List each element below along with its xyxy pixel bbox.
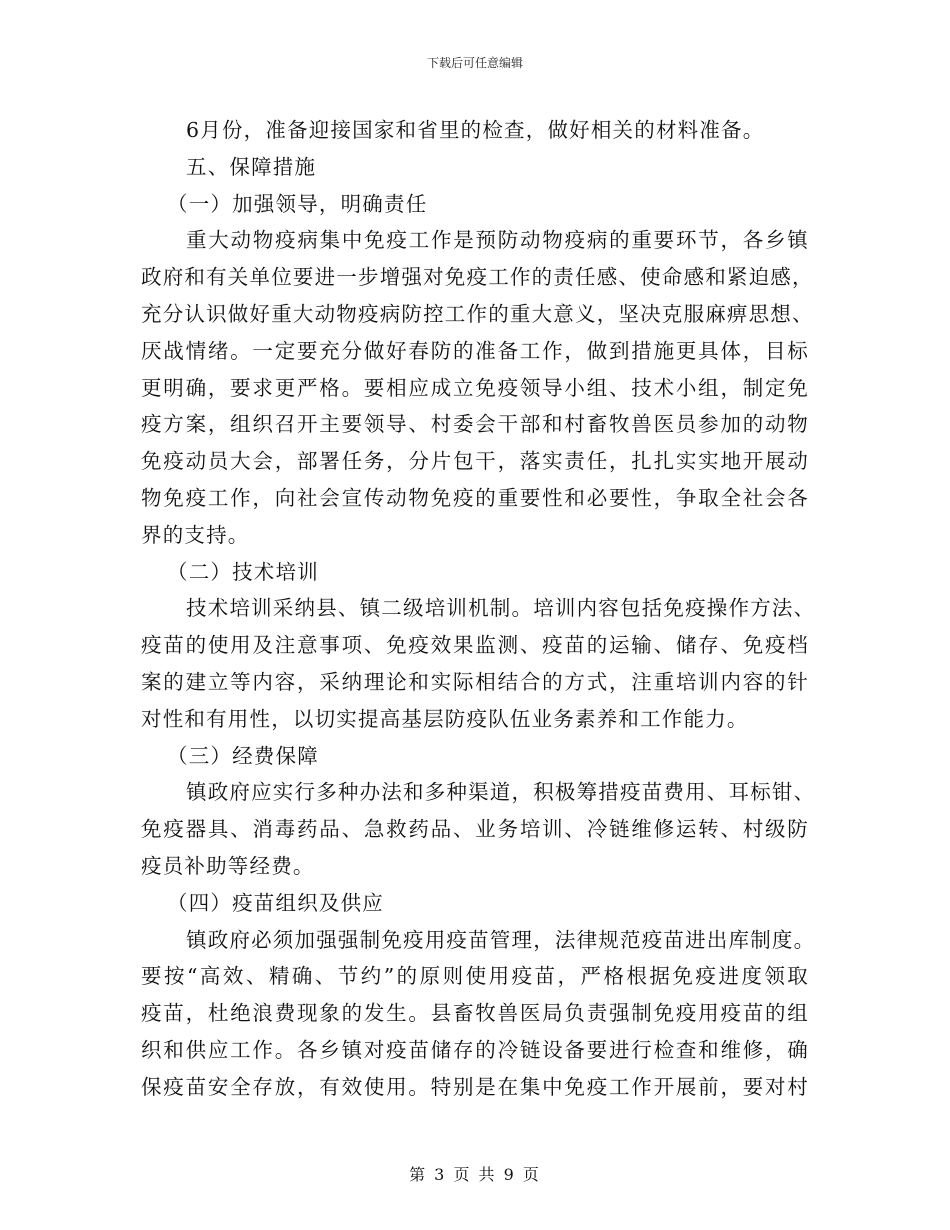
- paragraph-line: 厌战情绪。一定要充分做好春防的准备工作，做到措施更具体，目标: [141, 338, 809, 363]
- paragraph-line: 重大动物疫病集中免疫工作是预防动物疫病的重要环节，各乡镇: [186, 228, 809, 253]
- paragraph-line: 疫苗的使用及注意事项、免疫效果监测、疫苗的运输、储存、免疫档: [141, 633, 809, 658]
- paragraph-line: 对性和有用性，以切实提高基层防疫队伍业务素养和工作能力。: [141, 706, 749, 731]
- page-header: 下载后可任意编辑: [426, 56, 523, 70]
- paragraph-line: 织和供应工作。各乡镇对疫苗储存的冷链设备要进行检查和维修，确: [141, 1037, 809, 1062]
- paragraph-line: 疫苗，杜绝浪费现象的发生。县畜牧兽医局负责强制免疫用疫苗的组: [141, 1001, 809, 1026]
- paragraph-line: 案的建立等内容，采纳理论和实际相结合的方式，注重培训内容的针: [141, 669, 809, 694]
- paragraph-line: 免疫器具、消毒药品、急救药品、业务培训、冷链维修运转、村级防: [141, 817, 809, 842]
- document-body: [141, 112, 816, 1106]
- paragraph-line: 镇政府必须加强强制免疫用疫苗管理，法律规范疫苗进出库制度。: [186, 927, 816, 952]
- page-footer: 第 3 页 共 9 页: [409, 1165, 541, 1184]
- paragraph-line: 保疫苗安全存放，有效使用。特别是在集中免疫工作开展前，要对村: [141, 1074, 809, 1099]
- paragraph-line: 免疫动员大会，部署任务，分片包干，落实责任，扎扎实实地开展动: [141, 449, 809, 474]
- paragraph-line: （四）疫苗组织及供应: [167, 890, 384, 915]
- paragraph-line: 界的支持。: [141, 522, 250, 547]
- paragraph-line: 疫员补助等经费。: [141, 853, 315, 878]
- paragraph-line: 技术培训采纳县、镇二级培训机制。培训内容包括免疫操作方法、: [186, 596, 816, 621]
- paragraph-line: 6月份，准备迎接国家和省里的检查，做好相关的材料准备。: [186, 118, 765, 142]
- paragraph-line: 更明确，要求更严格。要相应成立免疫领导小组、技术小组，制定免: [141, 375, 809, 400]
- paragraph-line: （三）经费保障: [167, 743, 319, 768]
- paragraph-line: 镇政府应实行多种办法和多种渠道，积极筹措疫苗费用、耳标钳、: [186, 780, 816, 805]
- paragraph-line: （一）加强领导，明确责任: [167, 191, 428, 216]
- paragraph-line: 政府和有关单位要进一步增强对免疫工作的责任感、使命感和紧迫感，: [141, 265, 814, 290]
- paragraph-line: 充分认识做好重大动物疫病防控工作的重大意义，坚决克服麻痹思想、: [141, 301, 814, 326]
- paragraph-line: 物免疫工作，向社会宣传动物免疫的重要性和必要性，争取全社会各: [141, 485, 809, 510]
- paragraph-line: 五、保障措施: [186, 154, 317, 179]
- paragraph-line: （二）技术培训: [167, 559, 319, 584]
- paragraph-line: 要按“高效、精确、节约”的原则使用疫苗，严格根据免疫进度领取: [141, 964, 809, 989]
- paragraph-line: 疫方案，组织召开主要领导、村委会干部和村畜牧兽医员参加的动物: [141, 412, 809, 437]
